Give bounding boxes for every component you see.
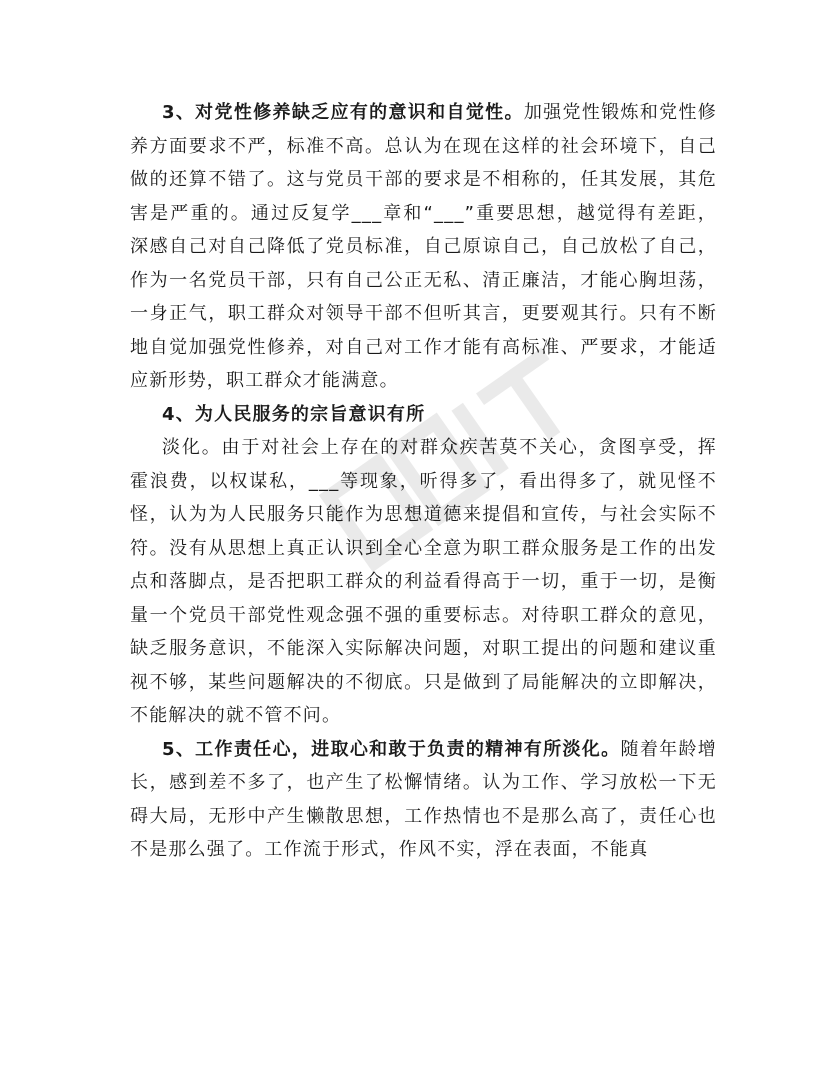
section-3-line: 做的还算不错了。这与党员干部的要求是不相称的，任其发展，其危 <box>130 169 717 190</box>
section-3-line-text: 加强党性锻炼和党性修 <box>523 102 718 123</box>
section-3-line: 害是严重的。通过反复学___章和“___”重要思想，越觉得有差距， <box>130 202 717 224</box>
section-5-heading: 5、工作责任心，进取心和敢于负责的精神有所淡化。 <box>162 738 621 760</box>
document-body <box>130 96 718 867</box>
section-3-line: 深感自己对自己降低了党员标准，自己原谅自己，自己放松了自己， <box>130 236 717 257</box>
section-4-line: 符。没有从思想上真正认识到全心全意为职工群众服务是工作的出发 <box>130 537 717 559</box>
section-4-line: 量一个党员干部党性观念强不强的重要标志。对待职工群众的意见， <box>130 604 717 626</box>
section-3-line: 作为一名党员干部，只有自己公正无私、清正廉洁，才能心胸坦荡， <box>130 269 717 291</box>
section-4-line: 不能解决的就不管不问。 <box>130 705 342 726</box>
section-4-line: 缺乏服务意识，不能深入实际解决问题，对职工提出的问题和建议重 <box>130 638 717 659</box>
section-4-line: 视不够，某些问题解决的不彻底。只是做到了局能解决的立即解决， <box>130 671 717 693</box>
section-4-line: 霍浪费，以权谋私，___等现象，听得多了，看出得多了，就见怪不 <box>130 470 717 492</box>
section-3 <box>130 96 718 398</box>
section-4-line: 怪，认为为人民服务只能作为思想道德来提倡和宣传，与社会实际不 <box>130 504 717 525</box>
section-5-line: 长，感到差不多了，也产生了松懈情绪。认为工作、学习放松一下无 <box>130 772 717 793</box>
section-3-line: 养方面要求不严，标准不高。总认为在现在这样的社会环境下，自己 <box>130 135 717 157</box>
section-3-line-1 <box>162 96 717 130</box>
section-4-line: 点和落脚点，是否把职工群众的利益看得高于一切，重于一切，是衡 <box>130 571 717 592</box>
section-5-line: 碍大局，无形中产生懒散思想，工作热情也不是那么高了，责任心也 <box>130 805 717 827</box>
section-4 <box>130 398 717 733</box>
section-3-line: 应新形势，职工群众才能满意。 <box>130 370 399 391</box>
section-5-line-text: 随着年龄增 <box>620 738 718 760</box>
section-5 <box>130 733 718 867</box>
section-5-line-1 <box>162 733 717 767</box>
section-5-line: 不是那么强了。工作流于形式，作风不实，浮在表面，不能真 <box>130 839 649 860</box>
section-4-heading: 4、为人民服务的宗旨意识有所 <box>162 403 426 425</box>
section-4-line: 淡化。由于对社会上存在的对群众疾苦莫不关心，贪图享受，挥 <box>162 437 717 458</box>
section-3-line: 地自觉加强党性修养，对自己对工作才能有高标准、严要求，才能适 <box>130 336 717 358</box>
section-3-line: 一身正气，职工群众对领导干部不但听其言，更要观其行。只有不断 <box>130 303 717 324</box>
section-3-heading: 3、对党性修养缺乏应有的意识和自觉性。 <box>162 102 524 123</box>
